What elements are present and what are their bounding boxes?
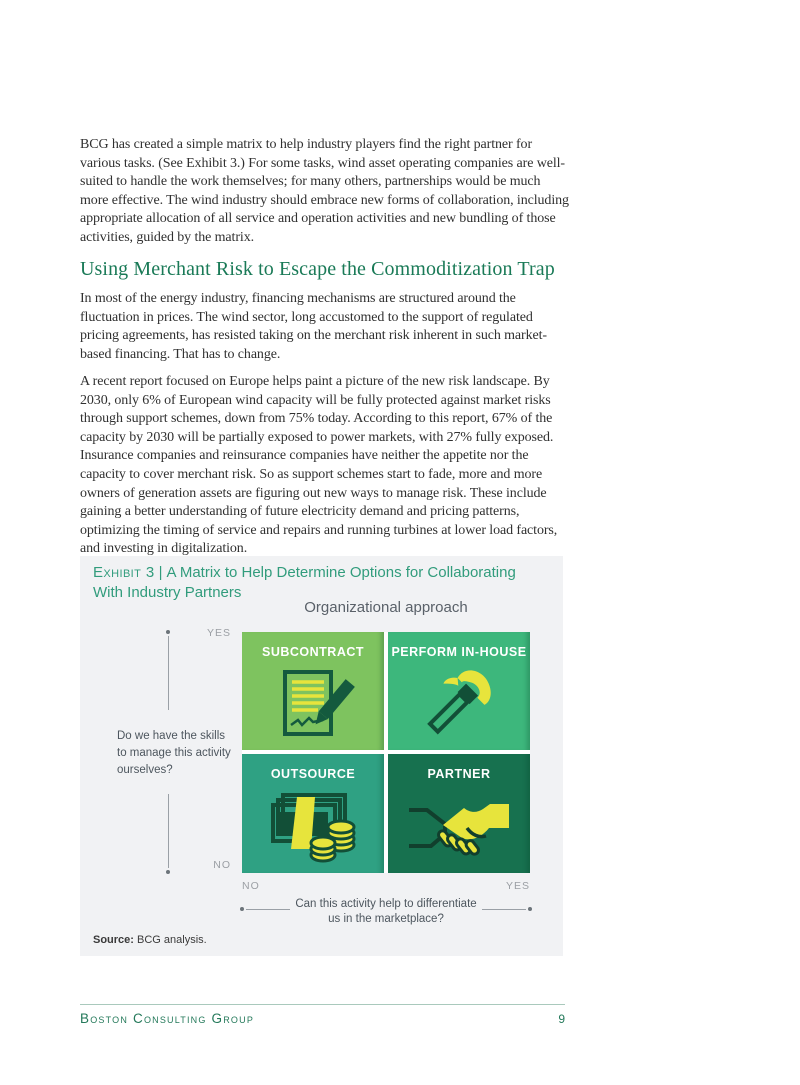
y-axis-lower-line	[168, 794, 169, 868]
y-axis-question: Do we have the skills to manage this activity ourselves?	[117, 730, 231, 776]
source-label: Source:	[93, 934, 134, 946]
quadrant-label: OUTSOURCE	[270, 767, 356, 781]
quadrant-label: SUBCONTRACT	[261, 645, 365, 659]
exhibit-number-label: Exhibit 3	[93, 564, 155, 581]
x-axis-left-dot	[240, 907, 244, 911]
paragraph-risk-landscape: A recent report focused on Europe helps paint a picture of the new risk landscape. By 2030, only 6% of European wind capacity will be fully protected against market risks through support schemes, down from 75% today. According to this report, 67% of the capacity by 2030 will be partially exposed to power markets, with 27% fully exposed. Insurance companies and reinsurance companies have neither the appetite nor the capacity to cover merchant risk. So as support schemes start to fade, more and more owners of generation assets are figuring out new ways to manage risk. These include gaining a better understanding of future electricity demand and pricing patterns, optimizing the timing of service and repairs and running turbines at lower load factors, and investing in digitalization.	[80, 374, 558, 557]
hammer-icon	[388, 659, 530, 750]
money-icon	[242, 781, 384, 873]
exhibit-source	[93, 934, 207, 946]
y-axis-bottom-dot	[166, 870, 170, 874]
source-text: BCG analysis.	[133, 934, 207, 946]
quadrant-label: PARTNER	[427, 767, 491, 781]
footer-company-name: Boston Consulting Group	[80, 1011, 255, 1026]
y-axis-yes-label: YES	[206, 627, 231, 639]
quadrant-label: PERFORM IN-HOUSE	[391, 645, 527, 659]
paragraph-intro: BCG has created a simple matrix to help industry players find the right partner for various tasks. (See Exhibit 3.) For some tasks, wind asset operating companies are well-suited to handle the work themselves; for many others, partnerships would be much more effective. The wind industry should embrace new forms of collaboration, including appropriate allocation of all service and operation activities and new bundling of those activities, guided by the matrix.	[80, 137, 569, 245]
y-axis-no-label: NO	[213, 859, 231, 871]
x-axis-question-line2: us in the marketplace?	[328, 913, 444, 925]
exhibit-title-text: A Matrix to Help Determine Options for Collaborating With Industry Partners	[93, 564, 516, 601]
paragraph-merchant-risk: In most of the energy industry, financing mechanisms are structured around the fluctuation in prices. The wind sector, long accustomed to the support of regulated pricing agreements, has resisted taking on the merchant risk inherent in such market-based financing. That has to change.	[80, 291, 547, 362]
quadrant-perform-in-house	[388, 632, 530, 750]
footer-divider	[80, 1004, 565, 1005]
x-axis-yes-label: YES	[505, 880, 530, 892]
section-heading: Using Merchant Risk to Escape the Commoditization Trap	[80, 258, 555, 280]
x-axis-right-line	[482, 909, 526, 910]
document-pencil-icon	[242, 659, 384, 750]
x-axis-question-line1: Can this activity help to differentiate	[295, 898, 477, 910]
handshake-icon	[388, 781, 530, 873]
quadrant-subcontract	[242, 632, 384, 750]
exhibit-3-panel	[80, 556, 563, 956]
exhibit-title	[93, 563, 548, 603]
exhibit-separator: |	[158, 564, 163, 581]
quadrant-outsource	[242, 754, 384, 873]
quadrant-partner	[388, 754, 530, 873]
footer-page-number: 9	[558, 1012, 565, 1026]
y-axis-top-dot	[166, 630, 170, 634]
x-axis-right-dot	[528, 907, 532, 911]
y-axis-upper-line	[168, 636, 169, 710]
x-axis-no-label: NO	[242, 880, 260, 892]
collaboration-matrix	[242, 632, 530, 873]
top-axis-title: Organizational approach	[304, 599, 468, 616]
x-axis-question	[262, 897, 510, 927]
